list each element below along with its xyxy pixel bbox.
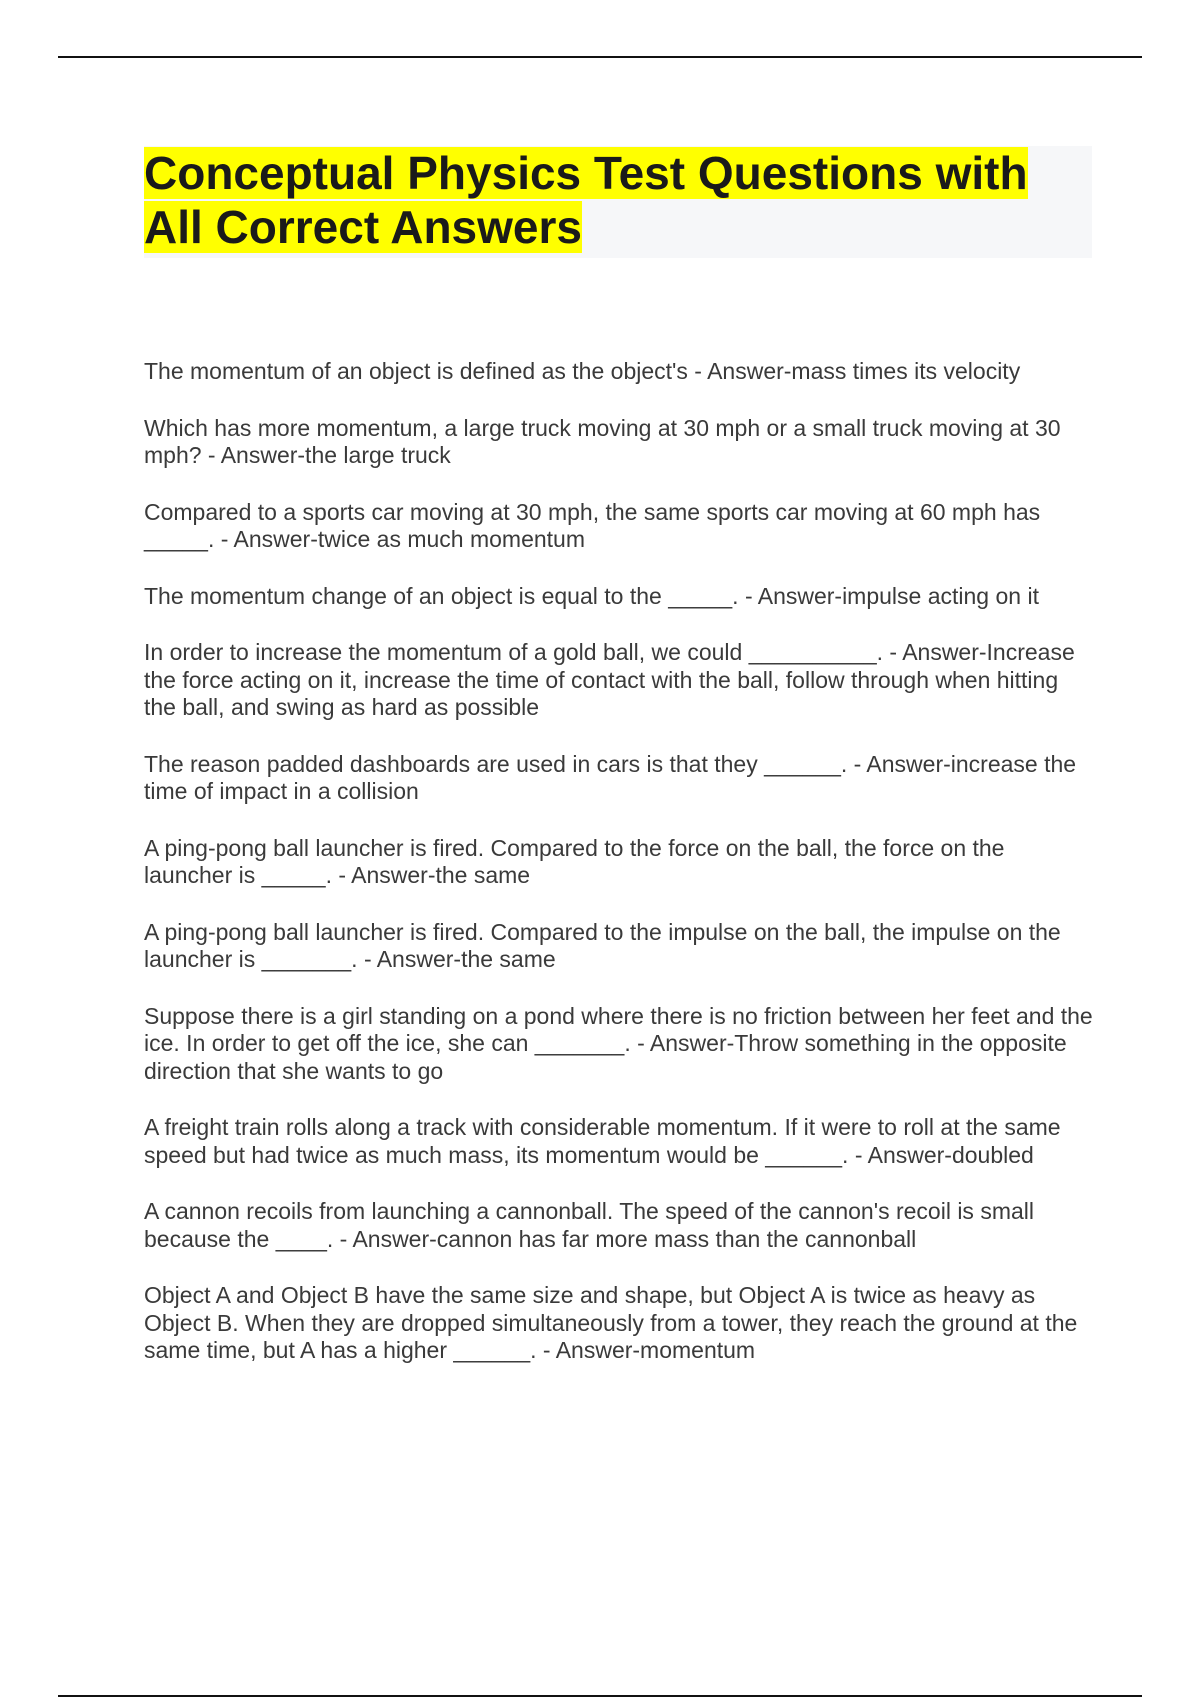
- qa-item: Suppose there is a girl standing on a pond where there is no friction between her feet and the ice. In order to get off the ice, she can _______. - Answer-Throw something in the opposite direction that she wants to go: [144, 1002, 1093, 1084]
- qa-list: [144, 358, 1094, 1394]
- bottom-rule: [58, 1695, 1142, 1697]
- qa-item: The momentum of an object is defined as the object's - Answer-mass times its velocity: [144, 358, 1021, 384]
- qa-item: A cannon recoils from launching a cannonball. The speed of the cannon's recoil is small because the ____. - Answer-cannon has far more mass than the cannonball: [144, 1198, 1034, 1252]
- qa-item: The momentum change of an object is equal to the _____. - Answer-impulse acting on it: [144, 582, 1039, 609]
- qa-item: A freight train rolls along a track with considerable momentum. If it were to roll at the same speed but had twice as much mass, its momentum would be ______. - Answer-doubled: [144, 1114, 1061, 1168]
- qa-item: Which has more momentum, a large truck moving at 30 mph or a small truck moving at 30 mph? - Answer-the large truck: [144, 414, 1061, 468]
- qa-item: In order to increase the momentum of a gold ball, we could __________. - Answer-Increase the force acting on it, increase the time of contact with the ball, follow through when hitting the ball, and swing as hard as possible: [144, 639, 1075, 720]
- qa-item: A ping-pong ball launcher is fired. Compared to the force on the ball, the force on the launcher is _____. - Answer-the same: [144, 834, 1005, 888]
- title-line-1: Conceptual Physics Test Questions with: [144, 147, 1028, 199]
- title-block: [144, 146, 1092, 258]
- qa-item: A ping-pong ball launcher is fired. Compared to the impulse on the ball, the impulse on the launcher is _______. - Answer-the same: [144, 918, 1061, 972]
- qa-item: Object A and Object B have the same size and shape, but Object A is twice as heavy as Object B. When they are dropped simultaneously from a tower, they reach the ground at the same time, but A has a higher ______. - Answer-momentum: [144, 1282, 1078, 1363]
- title-line-2: All Correct Answers: [144, 201, 582, 253]
- document-title: [144, 146, 1092, 254]
- qa-item: Compared to a sports car moving at 30 mph, the same sports car moving at 60 mph has _____. - Answer-twice as much momentum: [144, 498, 1041, 552]
- qa-item: The reason padded dashboards are used in cars is that they ______. - Answer-increase the time of impact in a collision: [144, 750, 1077, 804]
- top-rule: [58, 56, 1142, 58]
